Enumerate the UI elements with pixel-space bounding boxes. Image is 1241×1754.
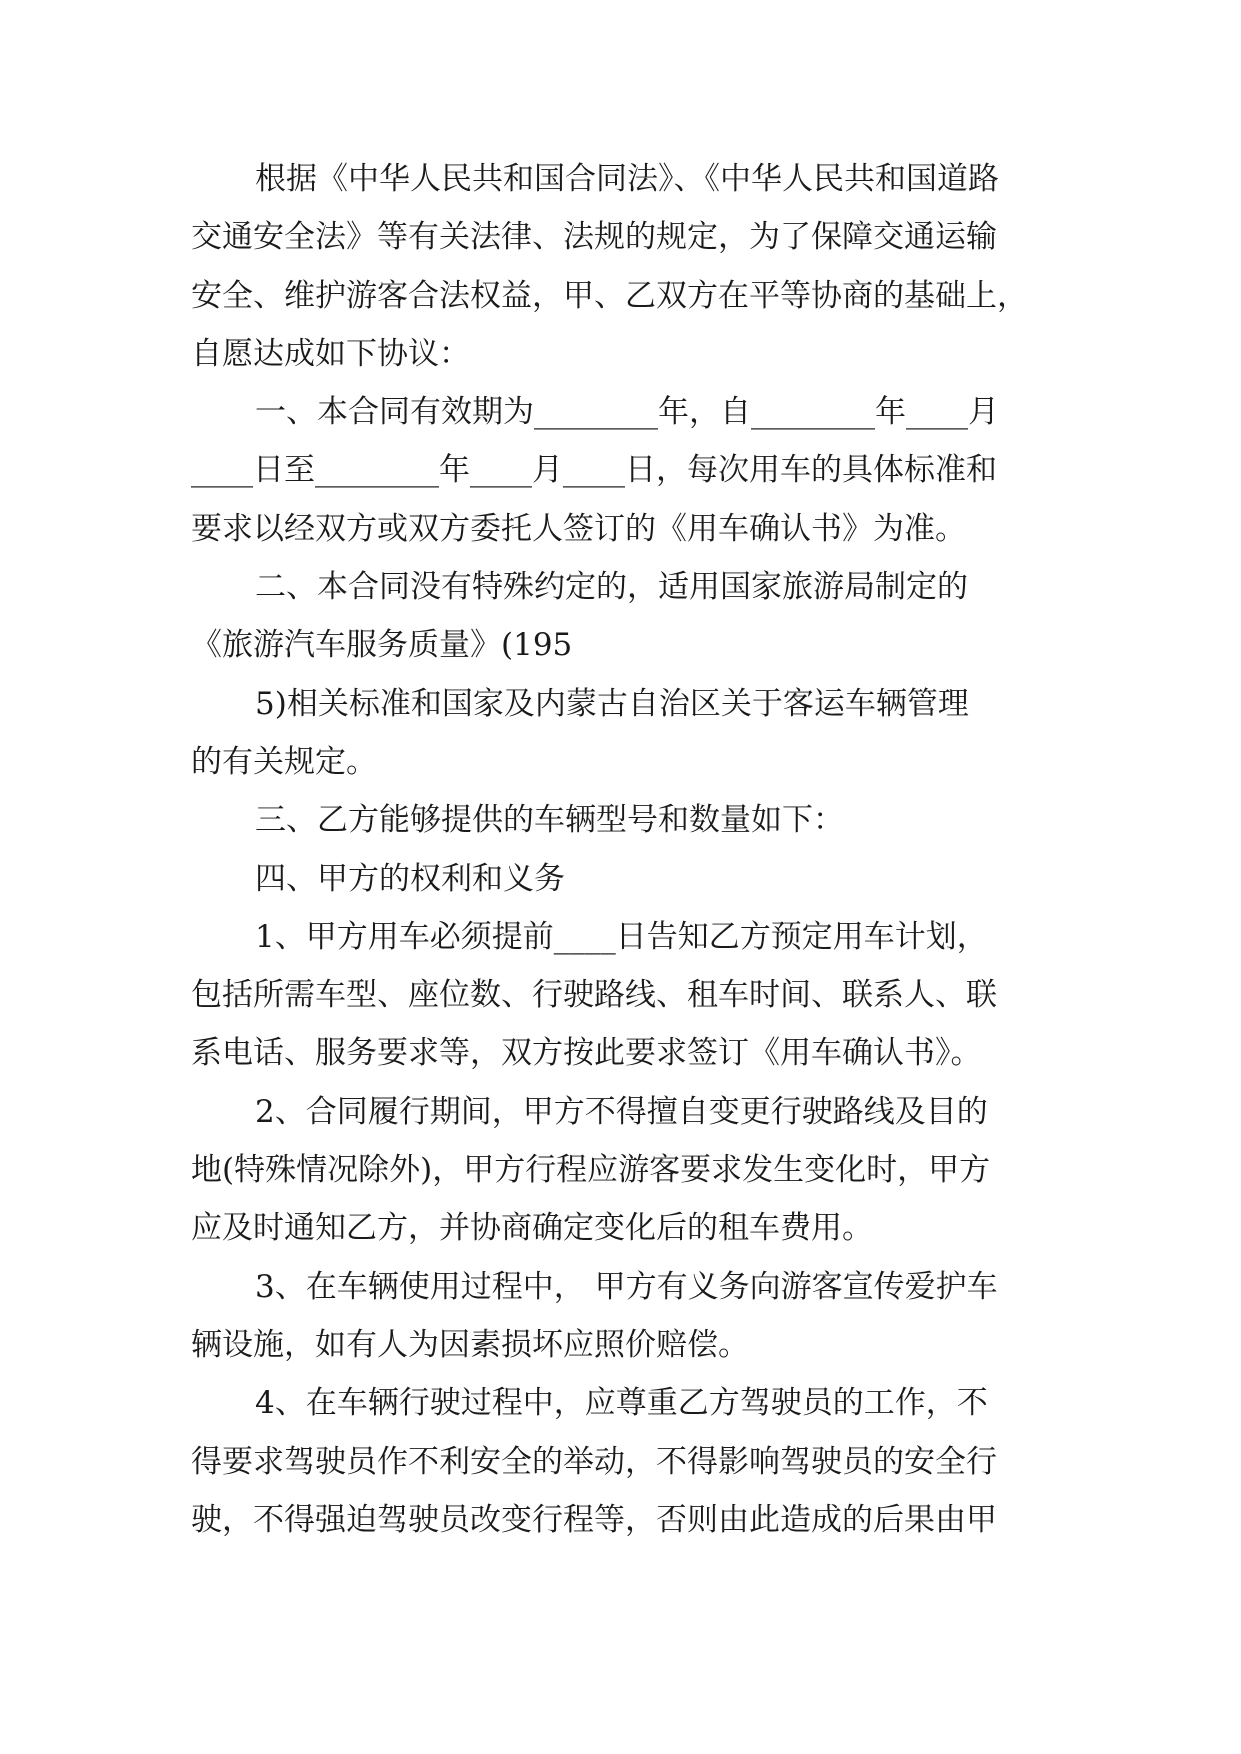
text-line: 安全、维护游客合法权益，甲、乙双方在平等协商的基础上， [191,277,1028,314]
text-line: 2、合同履行期间，甲方不得擅自变更行驶路线及目的 [255,1093,988,1130]
text-line: 《旅游汽车服务质量》(195 [191,627,573,664]
text-line: 驶，不得强迫驾驶员改变行程等，否则由此造成的后果由甲 [191,1501,997,1538]
text-line: 4、在车辆行驶过程中，应尊重乙方驾驶员的工作，不 [255,1385,988,1422]
text-line: 的有关规定。 [191,743,377,780]
text-line: 5)相关标准和国家及内蒙古自治区关于客运车辆管理 [255,685,969,722]
paragraph-clause-1 [191,383,1051,558]
paragraph-clause-3 [191,791,1051,849]
text-line: 交通安全法》等有关法律、法规的规定，为了保障交通运输 [191,219,997,256]
text-line: 三、乙方能够提供的车辆型号和数量如下： [255,802,844,839]
paragraph-item-4 [191,1374,1051,1549]
text-line: 要求以经双方或双方委托人签订的《用车确认书》为准。 [191,510,966,547]
text-line: 系电话、服务要求等，双方按此要求签订《用车确认书》。 [191,1035,982,1072]
text-line: 3、在车辆使用过程中， 甲方有义务向游客宣传爱护车 [255,1268,998,1305]
paragraph-clause-4-heading [191,850,1051,908]
paragraph-item-1 [191,908,1051,1083]
paragraph-clause-2-continued [191,675,1051,792]
paragraph-item-3 [191,1258,1051,1375]
text-line: 辆设施，如有人为因素损坏应照价赔偿。 [191,1326,749,1363]
contract-body [191,150,1051,1549]
text-line: 得要求驾驶员作不利安全的举动，不得影响驾驶员的安全行 [191,1443,997,1480]
text-line: 自愿达成如下协议： [191,335,470,372]
text-line: 包括所需车型、座位数、行驶路线、租车时间、联系人、联 [191,977,997,1014]
paragraph-clause-2 [191,558,1051,675]
text-line: 根据《中华人民共和国合同法》、《中华人民共和国道路 [255,161,999,197]
text-line: 应及时通知乙方，并协商确定变化后的租车费用。 [191,1210,873,1247]
text-line: 一、本合同有效期为________年，自________年____月 [255,394,999,431]
text-line: 地(特殊情况除外)，甲方行程应游客要求发生变化时，甲方 [191,1152,991,1189]
text-line: 1、甲方用车必须提前____日告知乙方预定用车计划， [255,918,988,955]
paragraph-item-2 [191,1083,1051,1258]
paragraph-preamble [191,150,1051,383]
text-line: 二、本合同没有特殊约定的，适用国家旅游局制定的 [255,569,968,606]
text-line: ____日至________年____月____日，每次用车的具体标准和 [191,452,997,489]
text-line: 四、甲方的权利和义务 [255,860,565,897]
